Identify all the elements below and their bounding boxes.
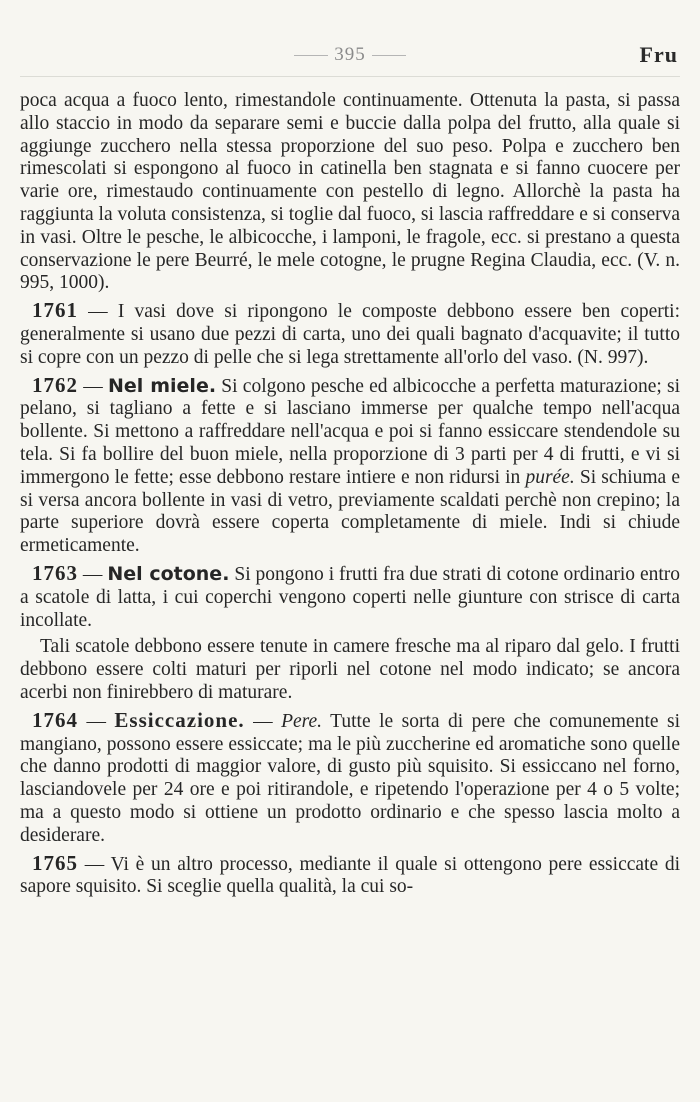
entry-dash: —: [78, 375, 108, 397]
entry-italic: Pere.: [281, 710, 323, 732]
running-head: Fru: [639, 42, 678, 67]
entry-dash: —: [78, 853, 111, 875]
entry-text: I vasi dove si ripongono le composte debbono essere ben coperti: generalmente si usano due pezzi di carta, uno dei quali bagnato d'acquavite; il tutto si copre con un pezzo di pelle che si lega strettamente all'orlo del vaso. (N. 997).: [20, 301, 680, 368]
continuation-paragraph: poca acqua a fuoco lento, rimestandole continuamente. Ottenuta la pasta, si passa allo staccio in modo da separare semi e buccie dalla polpa del frutto, alla quale si aggiunge zucchero nella stessa proporzione del suo peso. Polpa e zucchero ben rimescolati si espongono al fuoco in catinella ben stagnata e si fanno cuocere per varie ore, rimestaudo continuamente con pestello di legno. Allorchè la pasta ha raggiunta la voluta consistenza, si toglie dal fuoco, si lascia raffreddare e si conserva in vasi. Oltre le pesche, le albicocche, i lamponi, le fragole, ecc. si prestano a questa conservazione le pere Beurré, le mele cotogne, le prugne Regina Claudia, ecc. (V. n. 995, 1000).: [20, 90, 680, 294]
entry-text-continued: Si schiuma e si versa ancora bollente in vasi di vetro, previamente scaldati perchè non crepino; la parte superiore dovrà essere coperta completamente di miele. Indi si chiude ermeticamente.: [20, 466, 680, 557]
entry-dash: —: [78, 710, 115, 732]
entry-text: Si colgono pesche ed albicocche a perfetta maturazione; si pelano, si tagliano a fette e si lasciano immerse per qualche tempo nell'acqua bollente. Si mettono a raffreddare nell'acqua e poi si fanno essiccare stendendole su tela. Si fa bollire del buon miele, nella proporzione di 3 parti per 4 di frutti, e vi si immergono le fette; esse debbono restare intiere e non ridursi in: [20, 375, 681, 488]
entry-heading: Essiccazione.: [114, 707, 245, 732]
entry-heading: Nel miele.: [107, 374, 217, 397]
body-text: [20, 90, 680, 899]
header-rule: [20, 76, 680, 77]
entry-1762: [20, 374, 680, 558]
entry-number: 1764: [32, 707, 78, 732]
page-header: [20, 0, 680, 90]
entry-1764: [20, 709, 680, 848]
entry-1765: [20, 852, 680, 900]
entry-text: Vi è un altro processo, mediante il quale si ottengono pere essiccate di sapore squisito. Si sceglie quella qualità, la cui so-: [20, 853, 680, 898]
entry-number: 1765: [32, 850, 78, 875]
entry-number: 1762: [32, 372, 78, 397]
entry-italic: purée.: [525, 466, 575, 488]
entry-text: Si pongono i frutti fra due strati di cotone ordinario entro a scatole di latta, i cui coperchi vengono coperti nelle giunture con strisce di carta incollate.: [20, 563, 681, 631]
entry-text: Tutte le sorta di pere che comunemente si mangiano, possono essere essiccate; ma le più zuccherine ed aromatiche sono quelle che danno prodotti di maggior valore, di gusto più squisito. Si essiccano nel forno, lasciandovele per 24 ore e poi ritirandole, e ripetendo l'operazione per 4 o 5 volte; ma a questo modo si ottiene un prodotto ordinario e che spesso lascia molto a desiderare.: [20, 710, 680, 846]
entry-heading: Nel cotone.: [107, 562, 230, 585]
entry-number: 1761: [32, 298, 78, 323]
entry-dash: —: [78, 563, 108, 585]
entry-dash-secondary: —: [244, 710, 282, 732]
entry-1761: [20, 299, 680, 369]
entry-number: 1763: [32, 560, 78, 585]
entry-1763-subparagraph: Tali scatole debbono essere tenute in camere fresche ma al riparo dal gelo. I frutti debbono essere colti maturi per riporli nel cotone nel modo indicato; se ancora acerbi non finirebbero di maturare.: [20, 636, 680, 703]
entry-dash: —: [78, 301, 118, 323]
page-number: 395: [20, 44, 680, 66]
entry-1763: [20, 562, 680, 632]
